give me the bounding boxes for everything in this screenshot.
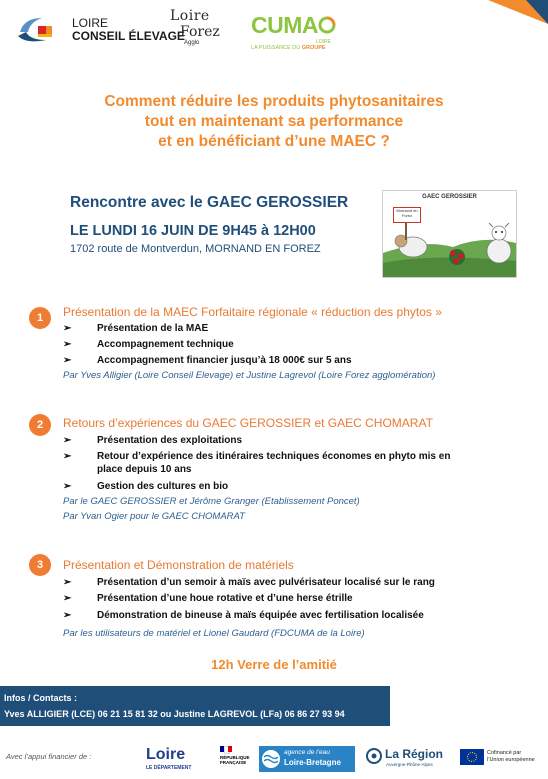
- region-sub: Auvergne-Rhône-Alpes: [386, 762, 433, 767]
- bullet-arrow-icon: ➢: [63, 451, 72, 462]
- cuma-tag-b: GROUPE: [301, 45, 326, 51]
- cuma-tagline: [251, 45, 326, 51]
- section-2-speakers: Par Yvan Ogier pour le GAEC CHOMARAT: [63, 511, 245, 522]
- list-item-text: Gestion des cultures en bio: [97, 481, 229, 492]
- section-3-title: Présentation et Démonstration de matériels: [63, 558, 294, 572]
- cuma-loire: LOIRE: [316, 39, 332, 45]
- closing-event: 12h Verre de l’amitié: [211, 657, 337, 672]
- bullet-arrow-icon: ➢: [63, 435, 72, 446]
- contact-box: [0, 686, 390, 726]
- lce-line1: LOIRE: [72, 16, 109, 30]
- bullet-arrow-icon: ➢: [63, 339, 72, 350]
- headline-line: tout en maintenant sa performance: [144, 113, 404, 130]
- lce-logo-text: [72, 17, 185, 43]
- meeting-title: Rencontre avec le GAEC GEROSSIER: [70, 194, 349, 211]
- section-1-number: 1: [29, 307, 51, 329]
- section-2-speakers: Par le GAEC GEROSSIER et Jérôme Granger (Etablissement Poncet): [63, 496, 360, 507]
- bullet-arrow-icon: ➢: [63, 610, 72, 621]
- section-2-title: Retours d’expériences du GAEC GEROSSIER et GAEC CHOMARAT: [63, 416, 433, 430]
- section-1-title: Présentation de la MAEC Forfaitaire régionale « réduction des phytos »: [63, 305, 442, 319]
- bullet-arrow-icon: ➢: [63, 593, 72, 604]
- cuma-ring-icon: [318, 16, 336, 34]
- agence-eau-logo: [259, 746, 355, 772]
- list-item-text: Accompagnement financier jusqu’à 18 000€ sur 5 ans: [97, 355, 352, 366]
- section-3-speakers: Par les utilisateurs de matériel et Lionel Gaudard (FDCUMA de la Loire): [63, 628, 365, 639]
- loire-conseil-elevage-logo: [16, 14, 56, 46]
- cuma-logo: [251, 12, 341, 52]
- agence-line1: agence de l’eau: [284, 749, 330, 756]
- partner-logos: [0, 0, 548, 60]
- farm-sign-post: [405, 222, 407, 240]
- cuma-name: CUMA: [251, 12, 318, 38]
- farm-title: GAEC GEROSSIER: [422, 194, 477, 200]
- headline-line: Comment réduire les produits phytosanitaires: [104, 93, 444, 110]
- eu-line2: l’Union européenne: [487, 757, 535, 763]
- loire-dept-name: Loire: [146, 746, 186, 763]
- contact-label: Infos / Contacts :: [4, 693, 78, 703]
- contact-details: Yves ALLIGIER (LCE) 06 21 15 81 32 ou Justine LAGREVOL (LFa) 06 86 27 93 94: [4, 709, 345, 719]
- bullet-arrow-icon: ➢: [63, 577, 72, 588]
- region-icon: [366, 748, 382, 764]
- meeting-address: 1702 route de Montverdun, MORNAND EN FOREZ: [70, 243, 321, 255]
- region-name: La Région: [385, 747, 444, 761]
- cuma-tag-a: LA PUISSANCE DU: [251, 45, 302, 51]
- loire-dept-sub: LE DÉPARTEMENT: [146, 765, 192, 771]
- list-item-text: Présentation de la MAE: [97, 323, 209, 334]
- list-item-text: Présentation d’une houe rotative et d’une herse étrille: [97, 593, 353, 604]
- meeting-date: LE LUNDI 16 JUIN DE 9H45 à 12H00: [70, 223, 316, 239]
- bullet-arrow-icon: ➢: [63, 355, 72, 366]
- bullet-arrow-icon: ➢: [63, 481, 72, 492]
- list-item-text: Démonstration de bineuse à maïs équipée avec fertilisation localisée: [97, 610, 424, 621]
- funding-label: Avec l’appui financier de :: [6, 752, 92, 761]
- farm-illustration: [382, 190, 517, 278]
- water-wave-icon: [264, 754, 278, 764]
- rf-line2: FRANÇAISE: [220, 760, 247, 765]
- loire-departement-logo: [140, 744, 206, 774]
- section-3-number: 3: [29, 554, 51, 576]
- agence-line2: Loire-Bretagne: [284, 758, 341, 767]
- headline-line: et en bénéficiant d’une MAEC ?: [158, 133, 390, 150]
- lf-line2: Forez: [180, 24, 220, 40]
- section-2-number: 2: [29, 414, 51, 436]
- lce-line2: CONSEIL ÉLEVAGE: [72, 29, 185, 43]
- rf-line1: RÉPUBLIQUE: [220, 755, 250, 760]
- list-item-text: Présentation d’un semoir à maïs avec pulvérisateur localisé sur le rang: [97, 577, 435, 588]
- lf-sub: Agglo: [184, 40, 200, 46]
- eu-line1: Cofinancé par: [487, 750, 522, 756]
- list-item-text: place depuis 10 ans: [97, 464, 192, 475]
- eu-logo: [458, 744, 546, 774]
- farm-sign: Mornand en Forez: [393, 207, 421, 223]
- section-1-speakers: Par Yves Alligier (Loire Conseil Elevage) et Justine Lagrevol (Loire Forez agglomération): [63, 370, 436, 381]
- lf-line1: Loire: [170, 8, 210, 24]
- list-item-text: Présentation des exploitations: [97, 435, 243, 446]
- loire-forez-logo: [170, 8, 234, 50]
- farm-scene-image: [383, 191, 516, 277]
- list-item-text: Retour d’expérience des itinéraires techniques économes en phyto mis en: [97, 451, 451, 462]
- headline: [0, 92, 548, 152]
- bullet-arrow-icon: ➢: [63, 323, 72, 334]
- list-item-text: Accompagnement technique: [97, 339, 234, 350]
- republique-francaise-logo: [218, 744, 256, 774]
- eu-flag-icon: [460, 749, 484, 765]
- region-aura-logo: [364, 744, 450, 774]
